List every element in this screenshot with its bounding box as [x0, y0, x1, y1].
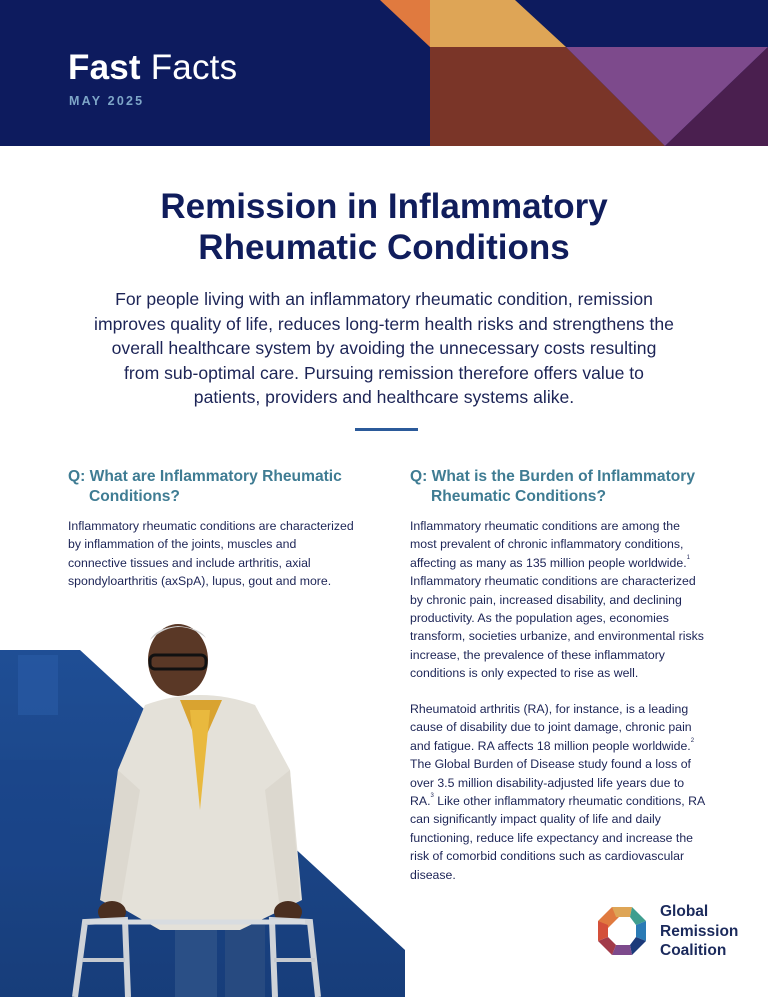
fast-facts-title	[68, 48, 237, 88]
section1-heading-line1: Q: What are Inflammatory Rheumatic	[68, 468, 342, 485]
section2-p1-text-a: Inflammatory rheumatic conditions are among the most prevalent of chronic inflammatory conditions, affecting as many as 135 million people worldwide.	[410, 519, 687, 570]
header-band	[0, 0, 768, 146]
publication-date: MAY 2025	[69, 94, 145, 108]
page-title-line2: Rheumatic Conditions	[198, 228, 570, 267]
reference-2: 2	[690, 737, 695, 744]
logo-line3: Coalition	[660, 942, 727, 959]
section2-p1-text-b: Inflammatory rheumatic conditions are characterized by chronic pain, increased disability, and declining productivity. As the population ages, economies transform, societies urbanize, and environmental risks increase, the prevalence of these inflammatory conditions is only expected to rise as well.	[410, 574, 704, 681]
section2-heading-line2: Rheumatic Conditions?	[431, 488, 606, 505]
section-divider	[355, 428, 418, 431]
logo-line2: Remission	[660, 922, 739, 940]
section1-body: Inflammatory rheumatic conditions are characterized by inflammation of the joints, muscles and connective tissues and include arthritis, axial spondyloarthritis (axSpA), lupus, gout and more.	[68, 519, 354, 589]
section2-p2-text-a: Rheumatoid arthritis (RA), for instance, is a leading cause of disability due to joint damage, chronic pain and fatigue. RA affects 18 million people worldwide.	[410, 702, 692, 753]
fast-facts-bold: Fast	[68, 48, 141, 87]
section2-heading	[410, 467, 730, 507]
section1-heading	[68, 467, 388, 507]
coalition-logo-text	[660, 902, 738, 961]
reference-3: 3	[430, 793, 434, 800]
section2-paragraph-2	[410, 700, 710, 884]
section2-heading-line1: Q: What is the Burden of Inflammatory	[410, 468, 696, 485]
section2-paragraph-1	[410, 517, 710, 683]
elderly-man-walker-photo	[0, 600, 405, 997]
fast-facts-regular: Facts	[150, 48, 238, 87]
page-title	[0, 186, 768, 268]
section2-p2-text-b: The Global Burden of Disease study found a loss of over 3.5 million disability-adjusted life years due to RA.	[410, 757, 691, 809]
page-title-line1: Remission in Inflammatory	[160, 187, 608, 226]
reference-1: 1	[686, 554, 690, 561]
logo-line1: Global	[660, 903, 709, 920]
section2-p2-text-c: Like other inflammatory rheumatic conditions, RA can significantly impact quality of life and daily functioning, reduce life expectancy and increase the risk of comorbid conditions such as cardiovascular disease.	[410, 794, 705, 882]
intro-paragraph: For people living with an inflammatory rheumatic condition, remission improves quality of life, reduces long-term health risks and strengthens the overall healthcare system by avoiding the unnecessary costs resulting from sub-optimal care. Pursuing remission therefore offers value to patients, providers and healthcare systems alike.	[94, 289, 674, 408]
section1-heading-line2: Conditions?	[89, 488, 180, 505]
